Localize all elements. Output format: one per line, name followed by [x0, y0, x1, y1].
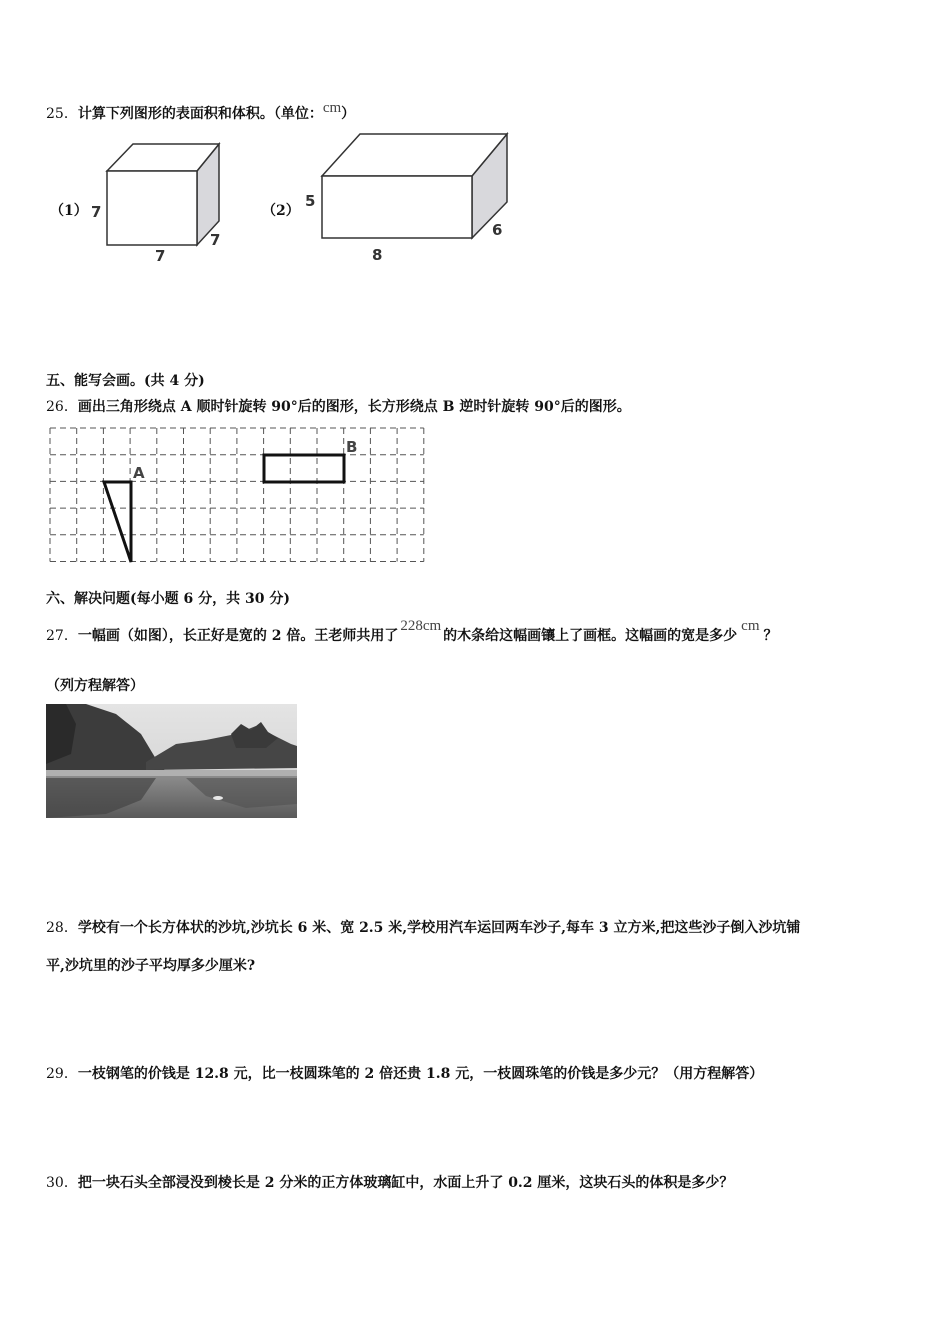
- q25-close: ）: [341, 106, 356, 122]
- section6-title: 六、解决问题(每小题 6 分，共 30 分): [46, 591, 290, 607]
- q27-length: 228cm: [400, 618, 442, 634]
- cube-figure: [85, 135, 245, 270]
- painting-image: [46, 704, 297, 818]
- point-a-label: A: [133, 464, 145, 482]
- cuboid-length-label: 8: [372, 246, 383, 264]
- cube-depth-label: 7: [210, 231, 221, 249]
- q29-number: 29．: [46, 1066, 78, 1082]
- q25-prompt: 计算下列图形的表面积和体积。（单位：: [77, 106, 323, 122]
- q27-unit: cm: [741, 618, 760, 634]
- q26-text: [46, 396, 631, 416]
- triangle-shape: [104, 482, 131, 562]
- q25-text: [46, 100, 356, 123]
- q27-number: 27．: [46, 628, 78, 644]
- cube-length-label: 7: [155, 247, 166, 265]
- rectangle-shape: [264, 455, 344, 482]
- q25-number: 25．: [46, 106, 78, 122]
- q25-unit: cm: [322, 100, 342, 116]
- q27-end: ？: [763, 628, 778, 644]
- cube-height-label: 7: [91, 203, 102, 221]
- fig1-label: （1）: [50, 203, 88, 219]
- q27-text: [46, 618, 778, 645]
- point-b-label: B: [346, 438, 358, 456]
- q28-prompt-line2: 平,沙坑里的沙子平均厚多少厘米?: [46, 958, 256, 974]
- cuboid-height-label: 5: [305, 192, 316, 210]
- q28-line1: [46, 917, 800, 937]
- fig2-label: （2）: [262, 203, 300, 219]
- q27-prompt-a: 一幅画（如图），长正好是宽的 2 倍。王老师共用了: [77, 628, 399, 644]
- q29-prompt: 一枝钢笔的价钱是 12.8 元，比一枝圆珠笔的 2 倍还贵 1.8 元，一枝圆珠笔的价钱是多少元？（用方程解答）: [77, 1066, 764, 1082]
- q30-prompt: 把一块石头全部浸没到棱长是 2 分米的正方体玻璃缸中，水面上升了 0.2 厘米，这块石头的体积是多少？: [77, 1175, 734, 1191]
- cuboid-front-face: [322, 176, 472, 238]
- section5-title: 五、能写会画。(共 4 分): [46, 373, 205, 389]
- cuboid-figure: [300, 128, 520, 268]
- rotation-grid: [40, 420, 440, 570]
- q30-number: 30．: [46, 1175, 78, 1191]
- cuboid-depth-label: 6: [492, 221, 503, 239]
- cube-front-face: [107, 171, 197, 245]
- q28-number: 28．: [46, 920, 78, 936]
- q26-prompt: 画出三角形绕点 A 顺时针旋转 90°后的图形，长方形绕点 B 逆时针旋转 90°后的图形。: [77, 399, 631, 415]
- q29-text: [46, 1063, 763, 1083]
- q30-text: [46, 1172, 733, 1192]
- q26-number: 26．: [46, 399, 78, 415]
- q28-prompt-line1: 学校有一个长方体状的沙坑,沙坑长 6 米、宽 2.5 米,学校用汽车运回两车沙子,每车 3 立方米,把这些沙子倒入沙坑铺: [77, 920, 801, 936]
- q27-prompt-b: 的木条给这幅画镶上了画框。这幅画的宽是多少: [443, 628, 738, 644]
- q27-note: （列方程解答）: [46, 678, 144, 694]
